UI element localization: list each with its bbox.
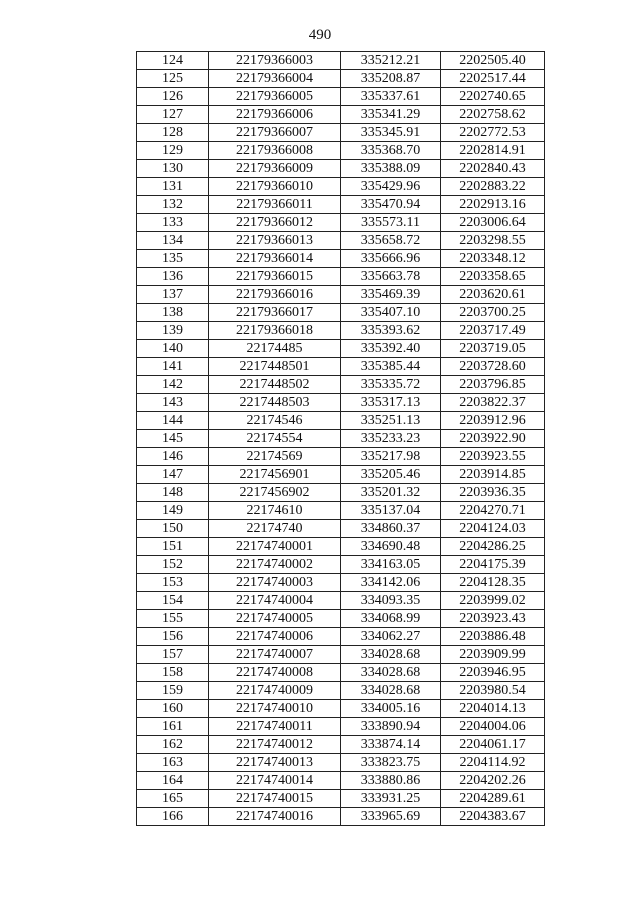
y-coordinate-cell: 2204114.92 [441,754,545,772]
point-id-cell: 22174740006 [209,628,341,646]
table-row [137,718,545,736]
coordinates-table [136,51,545,826]
y-coordinate-cell: 2204061.17 [441,736,545,754]
y-coordinate-cell: 2203006.64 [441,214,545,232]
y-coordinate-cell: 2204175.39 [441,556,545,574]
row-index-cell: 138 [137,304,209,322]
table-row [137,736,545,754]
coordinates-table-body [137,52,545,826]
table-row [137,790,545,808]
y-coordinate-cell: 2204128.35 [441,574,545,592]
y-coordinate-cell: 2203298.55 [441,232,545,250]
row-index-cell: 165 [137,790,209,808]
row-index-cell: 140 [137,340,209,358]
x-coordinate-cell: 334005.16 [341,700,441,718]
x-coordinate-cell: 334028.68 [341,682,441,700]
row-index-cell: 151 [137,538,209,556]
x-coordinate-cell: 335337.61 [341,88,441,106]
row-index-cell: 133 [137,214,209,232]
y-coordinate-cell: 2203620.61 [441,286,545,304]
point-id-cell: 22179366005 [209,88,341,106]
table-row [137,322,545,340]
row-index-cell: 158 [137,664,209,682]
point-id-cell: 22179366007 [209,124,341,142]
row-index-cell: 161 [137,718,209,736]
y-coordinate-cell: 2204202.26 [441,772,545,790]
x-coordinate-cell: 334028.68 [341,664,441,682]
table-row [137,376,545,394]
y-coordinate-cell: 2202505.40 [441,52,545,70]
table-row [137,268,545,286]
table-row [137,142,545,160]
point-id-cell: 2217456902 [209,484,341,502]
point-id-cell: 2217448503 [209,394,341,412]
y-coordinate-cell: 2203728.60 [441,358,545,376]
row-index-cell: 150 [137,520,209,538]
table-row [137,214,545,232]
x-coordinate-cell: 335429.96 [341,178,441,196]
table-row [137,160,545,178]
x-coordinate-cell: 335388.09 [341,160,441,178]
x-coordinate-cell: 335212.21 [341,52,441,70]
point-id-cell: 22174740012 [209,736,341,754]
point-id-cell: 22174740013 [209,754,341,772]
y-coordinate-cell: 2202883.22 [441,178,545,196]
row-index-cell: 139 [137,322,209,340]
x-coordinate-cell: 334068.99 [341,610,441,628]
row-index-cell: 127 [137,106,209,124]
row-index-cell: 130 [137,160,209,178]
point-id-cell: 22174740 [209,520,341,538]
table-row [137,808,545,826]
point-id-cell: 22174485 [209,340,341,358]
table-row [137,88,545,106]
y-coordinate-cell: 2203717.49 [441,322,545,340]
page-number: 490 [308,27,332,43]
point-id-cell: 22174740002 [209,556,341,574]
x-coordinate-cell: 335205.46 [341,466,441,484]
row-index-cell: 154 [137,592,209,610]
x-coordinate-cell: 335663.78 [341,268,441,286]
row-index-cell: 149 [137,502,209,520]
point-id-cell: 2217448502 [209,376,341,394]
row-index-cell: 125 [137,70,209,88]
point-id-cell: 22174740015 [209,790,341,808]
point-id-cell: 22174740007 [209,646,341,664]
x-coordinate-cell: 335233.23 [341,430,441,448]
point-id-cell: 22174740016 [209,808,341,826]
table-row [137,70,545,88]
row-index-cell: 128 [137,124,209,142]
table-row [137,664,545,682]
point-id-cell: 2217456901 [209,466,341,484]
x-coordinate-cell: 335201.32 [341,484,441,502]
x-coordinate-cell: 335393.62 [341,322,441,340]
point-id-cell: 22179366006 [209,106,341,124]
table-row [137,502,545,520]
table-row [137,556,545,574]
point-id-cell: 22179366010 [209,178,341,196]
x-coordinate-cell: 335407.10 [341,304,441,322]
table-row [137,448,545,466]
x-coordinate-cell: 335137.04 [341,502,441,520]
y-coordinate-cell: 2203912.96 [441,412,545,430]
point-id-cell: 22179366017 [209,304,341,322]
row-index-cell: 156 [137,628,209,646]
point-id-cell: 22179366011 [209,196,341,214]
point-id-cell: 22179366012 [209,214,341,232]
table-row [137,124,545,142]
point-id-cell: 22174740009 [209,682,341,700]
row-index-cell: 132 [137,196,209,214]
table-row [137,754,545,772]
table-row [137,520,545,538]
x-coordinate-cell: 334860.37 [341,520,441,538]
y-coordinate-cell: 2202758.62 [441,106,545,124]
x-coordinate-cell: 333890.94 [341,718,441,736]
point-id-cell: 22179366004 [209,70,341,88]
point-id-cell: 22174569 [209,448,341,466]
y-coordinate-cell: 2203358.65 [441,268,545,286]
row-index-cell: 144 [137,412,209,430]
row-index-cell: 131 [137,178,209,196]
x-coordinate-cell: 333880.86 [341,772,441,790]
x-coordinate-cell: 335217.98 [341,448,441,466]
row-index-cell: 142 [137,376,209,394]
x-coordinate-cell: 335368.70 [341,142,441,160]
x-coordinate-cell: 333874.14 [341,736,441,754]
y-coordinate-cell: 2203348.12 [441,250,545,268]
y-coordinate-cell: 2202517.44 [441,70,545,88]
x-coordinate-cell: 334028.68 [341,646,441,664]
x-coordinate-cell: 334062.27 [341,628,441,646]
x-coordinate-cell: 335208.87 [341,70,441,88]
x-coordinate-cell: 335573.11 [341,214,441,232]
row-index-cell: 135 [137,250,209,268]
row-index-cell: 147 [137,466,209,484]
y-coordinate-cell: 2203822.37 [441,394,545,412]
table-row [137,700,545,718]
row-index-cell: 163 [137,754,209,772]
point-id-cell: 22174740008 [209,664,341,682]
y-coordinate-cell: 2203886.48 [441,628,545,646]
row-index-cell: 152 [137,556,209,574]
point-id-cell: 22174740003 [209,574,341,592]
x-coordinate-cell: 333823.75 [341,754,441,772]
table-row [137,196,545,214]
row-index-cell: 129 [137,142,209,160]
point-id-cell: 22174546 [209,412,341,430]
x-coordinate-cell: 333965.69 [341,808,441,826]
table-row [137,412,545,430]
table-row [137,646,545,664]
row-index-cell: 136 [137,268,209,286]
point-id-cell: 22179366003 [209,52,341,70]
x-coordinate-cell: 334163.05 [341,556,441,574]
y-coordinate-cell: 2204004.06 [441,718,545,736]
x-coordinate-cell: 335335.72 [341,376,441,394]
x-coordinate-cell: 333931.25 [341,790,441,808]
x-coordinate-cell: 335385.44 [341,358,441,376]
row-index-cell: 153 [137,574,209,592]
y-coordinate-cell: 2202740.65 [441,88,545,106]
y-coordinate-cell: 2202814.91 [441,142,545,160]
row-index-cell: 137 [137,286,209,304]
row-index-cell: 141 [137,358,209,376]
row-index-cell: 155 [137,610,209,628]
point-id-cell: 22179366016 [209,286,341,304]
point-id-cell: 22174740001 [209,538,341,556]
y-coordinate-cell: 2203700.25 [441,304,545,322]
table-row [137,250,545,268]
row-index-cell: 148 [137,484,209,502]
y-coordinate-cell: 2203796.85 [441,376,545,394]
table-row [137,394,545,412]
y-coordinate-cell: 2203914.85 [441,466,545,484]
y-coordinate-cell: 2202772.53 [441,124,545,142]
y-coordinate-cell: 2203980.54 [441,682,545,700]
row-index-cell: 145 [137,430,209,448]
table-row [137,628,545,646]
y-coordinate-cell: 2203946.95 [441,664,545,682]
row-index-cell: 159 [137,682,209,700]
row-index-cell: 126 [137,88,209,106]
table-row [137,538,545,556]
row-index-cell: 143 [137,394,209,412]
table-row [137,466,545,484]
point-id-cell: 22174740005 [209,610,341,628]
point-id-cell: 22174740004 [209,592,341,610]
x-coordinate-cell: 335469.39 [341,286,441,304]
point-id-cell: 2217448501 [209,358,341,376]
x-coordinate-cell: 335341.29 [341,106,441,124]
row-index-cell: 134 [137,232,209,250]
point-id-cell: 22174554 [209,430,341,448]
y-coordinate-cell: 2204014.13 [441,700,545,718]
y-coordinate-cell: 2204124.03 [441,520,545,538]
row-index-cell: 162 [137,736,209,754]
x-coordinate-cell: 334690.48 [341,538,441,556]
row-index-cell: 160 [137,700,209,718]
x-coordinate-cell: 335392.40 [341,340,441,358]
y-coordinate-cell: 2204383.67 [441,808,545,826]
y-coordinate-cell: 2203999.02 [441,592,545,610]
table-row [137,610,545,628]
x-coordinate-cell: 334142.06 [341,574,441,592]
table-row [137,232,545,250]
row-index-cell: 166 [137,808,209,826]
table-row [137,484,545,502]
point-id-cell: 22179366009 [209,160,341,178]
y-coordinate-cell: 2203719.05 [441,340,545,358]
y-coordinate-cell: 2203923.55 [441,448,545,466]
point-id-cell: 22174610 [209,502,341,520]
table-row [137,682,545,700]
x-coordinate-cell: 335317.13 [341,394,441,412]
table-row [137,430,545,448]
x-coordinate-cell: 335345.91 [341,124,441,142]
table-row [137,772,545,790]
table-row [137,52,545,70]
table-row [137,286,545,304]
x-coordinate-cell: 335251.13 [341,412,441,430]
y-coordinate-cell: 2202913.16 [441,196,545,214]
y-coordinate-cell: 2204289.61 [441,790,545,808]
table-row [137,178,545,196]
y-coordinate-cell: 2204270.71 [441,502,545,520]
point-id-cell: 22174740010 [209,700,341,718]
table-row [137,304,545,322]
y-coordinate-cell: 2203936.35 [441,484,545,502]
point-id-cell: 22174740011 [209,718,341,736]
point-id-cell: 22179366014 [209,250,341,268]
row-index-cell: 164 [137,772,209,790]
y-coordinate-cell: 2204286.25 [441,538,545,556]
row-index-cell: 124 [137,52,209,70]
point-id-cell: 22174740014 [209,772,341,790]
x-coordinate-cell: 334093.35 [341,592,441,610]
point-id-cell: 22179366013 [209,232,341,250]
row-index-cell: 146 [137,448,209,466]
row-index-cell: 157 [137,646,209,664]
y-coordinate-cell: 2203922.90 [441,430,545,448]
y-coordinate-cell: 2202840.43 [441,160,545,178]
table-row [137,592,545,610]
table-row [137,340,545,358]
x-coordinate-cell: 335658.72 [341,232,441,250]
point-id-cell: 22179366018 [209,322,341,340]
table-row [137,574,545,592]
point-id-cell: 22179366008 [209,142,341,160]
x-coordinate-cell: 335666.96 [341,250,441,268]
table-row [137,358,545,376]
point-id-cell: 22179366015 [209,268,341,286]
x-coordinate-cell: 335470.94 [341,196,441,214]
y-coordinate-cell: 2203923.43 [441,610,545,628]
table-row [137,106,545,124]
y-coordinate-cell: 2203909.99 [441,646,545,664]
